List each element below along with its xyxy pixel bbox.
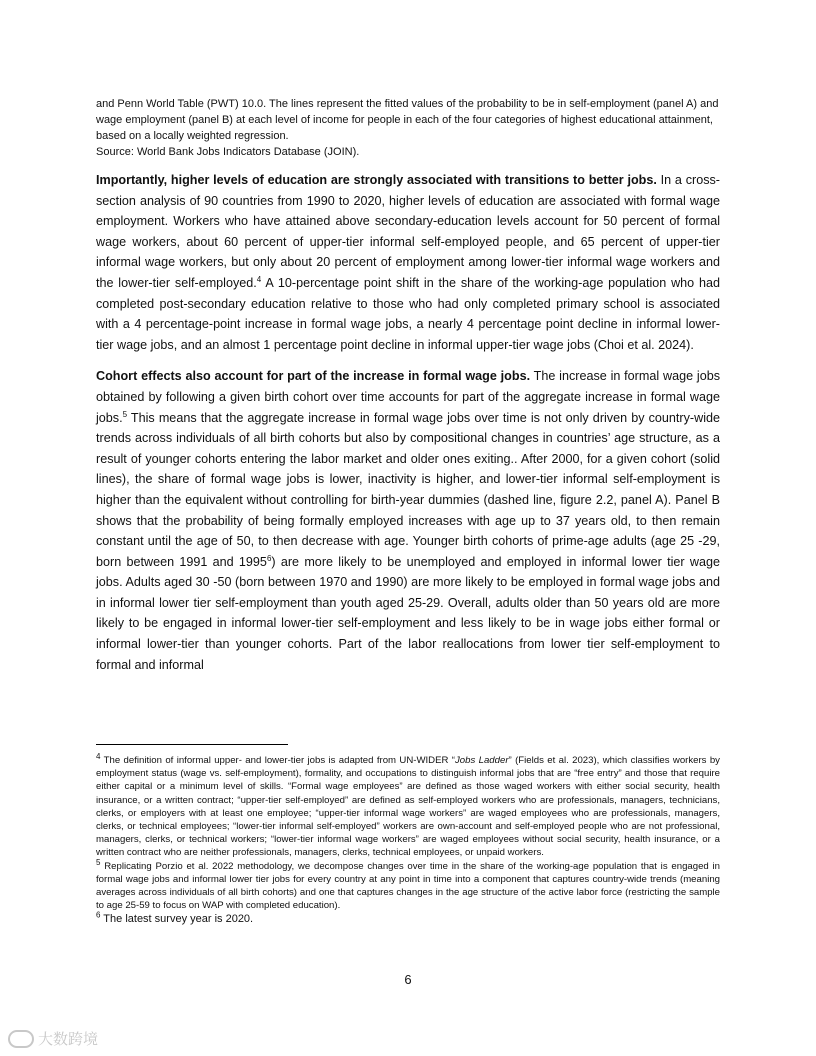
footnote-ref[interactable]: 5 (122, 409, 128, 419)
paragraph-education (96, 170, 720, 355)
paragraph-lead: Cohort effects also account for part of the increase in formal wage jobs. (96, 369, 531, 384)
footnote-6 (96, 912, 720, 926)
footnote-text: ” (Fields et al. 2023), which classifies workers by employment status (wage vs. self-employment), formality, and occupations to distinguish informal jobs that are “free entry” and those that require either capital or a minimum level of skills. “Formal wage employees” are defined as those waged workers with either social security, health insurance, or a written contract; “upper-tier self-employed” are defined as self-employed workers who are professionals, managers, technicians, clerks, or employers with at least one employee; “upper-tier informal wage workers” are waged employees who are professionals, managers, clerks, or technical employees; “lower-tier informal self-employed” workers are own-account and self-employed people who are not professional, managers, clerks, or technical workers; “lower-tier informal wage workers” are waged employees without social security, health insurance, or a written contract who are neither professionals, managers, clerks, technical employees, or unpaid workers. (96, 755, 720, 859)
figure-note: and Penn World Table (PWT) 10.0. The lines represent the fitted values of the probability to be in self-employment (panel A) and wage employment (panel B) at each level of income for people in each of the four categories of highest educational attainment, based on a locally weighted regression. (96, 98, 719, 142)
footnote-number: 4 (96, 751, 101, 761)
main-text (96, 96, 720, 675)
watermark-text: 大数跨境 (38, 1031, 99, 1048)
paragraph-cohort (96, 366, 720, 675)
footnote-number: 5 (96, 857, 101, 867)
watermark-logo-icon (8, 1030, 34, 1048)
footnote-4 (96, 751, 720, 860)
footnote-ref[interactable]: 4 (256, 274, 262, 284)
paragraph-text: The increase in formal wage jobs obtained by following a given birth cohort over time accounts for part of the aggregate increase in formal wage jobs. (96, 369, 720, 425)
paragraph-text: A 10-percentage point shift in the share of the working-age population who had completed post-secondary education relative to those who had only completed primary school is associated with a 4 percentage-point increase in formal wage jobs, a nearly 4 percentage point decline in informal lower-tier wage jobs, and an almost 1 percentage point decline in informal upper-tier wage jobs (Choi et al. 2024). (96, 275, 720, 352)
footnote-divider (96, 744, 288, 745)
footnote-ref[interactable]: 6 (266, 553, 272, 563)
footnotes (96, 751, 720, 926)
paragraph-lead: Importantly, higher levels of education are strongly associated with transitions to better jobs. (96, 173, 657, 187)
footnote-5 (96, 857, 720, 913)
footnote-italic: Jobs Ladder (455, 755, 509, 766)
footnote-number: 6 (96, 910, 101, 920)
watermark (8, 1028, 98, 1049)
page-number: 6 (404, 972, 412, 987)
footnote-text: Replicating Porzio et al. 2022 methodology, we decompose changes over time in the share of the working-age population that is engaged in formal wage jobs and informal lower tier jobs for every country at any point in time into a component that captures country-wide trends (meaning averages across individuals of all birth cohorts) and one that captures changes in the age structure of the active labor force (restricting the sample to age 25-59 to focus on WAP with completed education). (96, 860, 720, 912)
paragraph-text: In a cross-section analysis of 90 countries from 1990 to 2020, higher levels of education are associated with formal wage employment. Workers who have attained above secondary-education levels account for 50 percent of formal wage workers, about 60 percent of upper-tier informal self-employed people, and 65 percent of upper-tier informal wage workers, but only about 20 percent of employment among lower-tier informal wage workers and the lower-tier self-employed. (96, 173, 720, 290)
figure-source: Source: World Bank Jobs Indicators Database (JOIN). (96, 146, 360, 158)
paragraph-text: This means that the aggregate increase in formal wage jobs over time is not only driven by country-wide trends across individuals of all birth cohorts but also by compositional changes in countries’ age structure, as a result of younger cohorts entering the labor market and older ones exiting.. After 2000, for a given cohort (solid lines), the share of formal wage jobs is lower, inactivity is higher, and lower-tier informal self-employment is higher than the equivalent without controlling for birth-year dummies (dashed line, figure 2.2, panel A). Panel B shows that the probability of being formally employed increases with age up to 37 years old, to then remain constant until the age of 50, to then decrease with age. Younger birth cohorts of prime-age adults (age 25 -29, born between 1991 and 1995 (96, 410, 720, 569)
footnote-text: The latest survey year is 2020. (100, 913, 254, 926)
paragraph-text: ) are more likely to be unemployed and employed in informal lower tier wage jobs. Adults aged 30 -50 (born between 1970 and 1990) are more likely to be employed in formal wage jobs and in informal lower tier self-employment than youth aged 25-29. Overall, adults older than 50 years old are more likely to be engaged in informal lower-tier self-employment and less likely to be in wage jobs either formal or informal lower-tier than younger cohorts. Part of the labor reallocations from lower tier self-employment to formal and informal (96, 554, 720, 672)
footnote-text: The definition of informal upper- and lower-tier jobs is adapted from UN-WIDER “ (100, 755, 455, 766)
